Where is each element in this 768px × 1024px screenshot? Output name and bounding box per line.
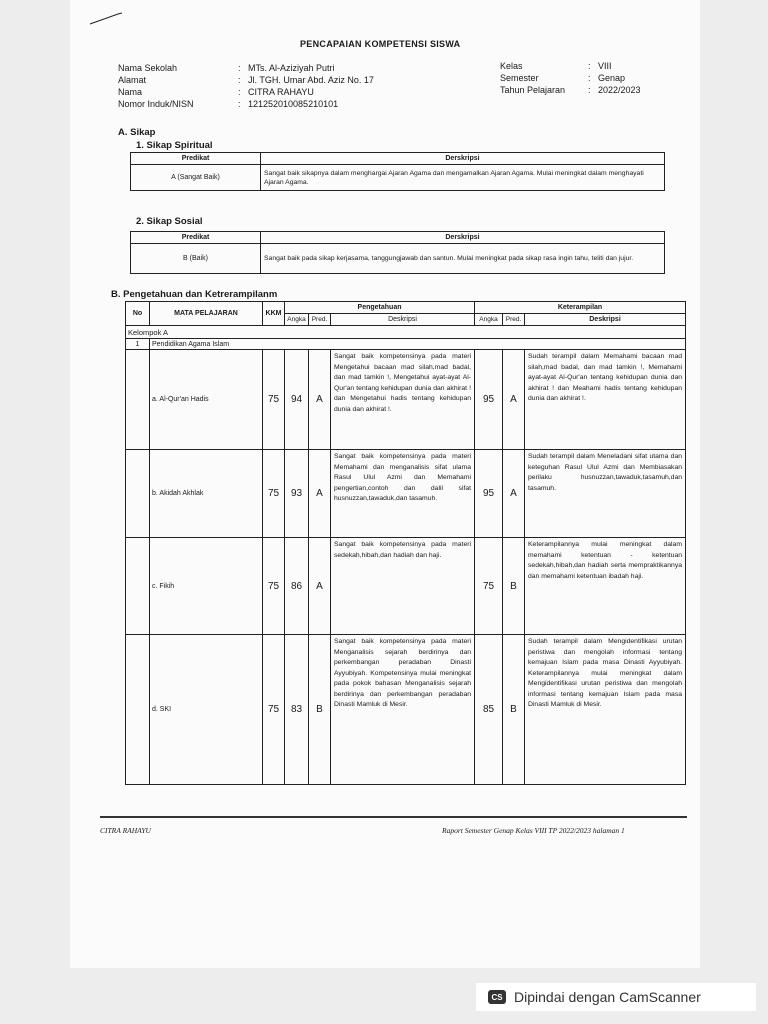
colon: :: [588, 73, 591, 83]
no-header: No: [126, 302, 150, 326]
info-colons-right: [588, 60, 591, 96]
k-pred-header: Pred.: [503, 314, 525, 326]
k-pred: B: [503, 635, 525, 785]
kkm-header: KKM: [263, 302, 285, 326]
deskripsi-header: Derskripsi: [261, 153, 665, 165]
subject-name: c. Fikih: [150, 538, 263, 635]
p-pred: A: [309, 350, 331, 450]
colon: :: [238, 99, 241, 109]
p-deskripsi-header: Deskripsi: [331, 314, 475, 326]
address: Jl. TGH. Umar Abd. Aziz No. 17: [248, 75, 374, 85]
k-deskripsi-header: Deskripsi: [525, 314, 686, 326]
info-label: Nama Sekolah: [118, 63, 178, 73]
document-title: PENCAPAIAN KOMPETENSI SISWA: [300, 39, 461, 49]
student-nisn: 121252010085210101: [248, 99, 339, 109]
pengetahuan-header: Pengetahuan: [285, 302, 475, 314]
p-angka: 83: [285, 635, 309, 785]
k-angka: 95: [475, 350, 503, 450]
camscanner-logo-icon: CS: [488, 990, 506, 1004]
spiritual-heading: 1. Sikap Spiritual: [136, 140, 213, 151]
footer-divider: [100, 816, 687, 818]
sosial-table: [130, 231, 665, 274]
p-deskripsi: Sangat baik kompetensinya pada materi Mengetahui bacaan mad silah,mad badal, dan mad tamkin !, Mengetahui ayat-ayat Al-Qur'an tentang kehidupan dunia dan akhirat ! dan Mengetahui hadis tentang kehidupan dunia dan akhirat !.: [331, 350, 475, 450]
colon: :: [588, 85, 591, 95]
camscanner-text: Dipindai dengan CamScanner: [514, 989, 701, 1005]
p-angka-header: Angka: [285, 314, 309, 326]
keterampilan-header: Keterampilan: [475, 302, 686, 314]
p-pred: A: [309, 450, 331, 538]
kkm-value: 75: [263, 350, 285, 450]
k-pred: A: [503, 450, 525, 538]
k-deskripsi: Keterampilannya mulai meningkat dalam memahami ketentuan - ketentuan sedekah,hibah,dan hadiah serta mempraktikannya dan memahami ketentuan ibadah haji.: [525, 538, 686, 635]
kkm-value: 75: [263, 538, 285, 635]
subject-name: b. Akidah Akhlak: [150, 450, 263, 538]
group-name: Pendidikan Agama Islam: [150, 339, 686, 350]
info-values-right: [598, 60, 641, 96]
student-name: CITRA RAHAYU: [248, 87, 314, 97]
school-year-value: 2022/2023: [598, 85, 641, 95]
info-label: Nomor Induk/NISN: [118, 99, 194, 109]
k-deskripsi: Sudah terampil dalam Mengidentifikasi urutan peristiwa dan mengolah informasi tentang kemajuan Islam pada masa Dinasti Ayyubiyah. Keterampilannya mulai meningkat dalam Mengidentifikasi urutan peristiwa dan mengolah informasi tentang kemajuan Islam pada masa Dinasti Mamluk di Mesir.: [525, 635, 686, 785]
table-row: [126, 635, 686, 785]
info-values-left: [248, 62, 374, 110]
sosial-predikat: B (Baik): [131, 244, 261, 274]
footer-student-name: CITRA RAHAYU: [100, 826, 151, 835]
info-label: Kelas: [500, 61, 523, 71]
table-row: [126, 538, 686, 635]
p-deskripsi: Sangat baik kompetensinya pada materi Memahami dan menganalisis sifat ulama Rasul Ulul Azmi dan Memahami pengertian,contoh dan dalil sifat husnuzzan,tawaduk,dan tasamuh.: [331, 450, 475, 538]
k-pred: B: [503, 538, 525, 635]
p-deskripsi: Sangat baik kompetensinya pada materi sedekah,hibah,dan hadiah dan haji.: [331, 538, 475, 635]
p-angka: 86: [285, 538, 309, 635]
info-colons-left: [238, 62, 241, 110]
p-angka: 93: [285, 450, 309, 538]
info-label: Nama: [118, 87, 143, 97]
spiritual-predikat: A (Sangat Baik): [131, 165, 261, 191]
spiritual-table: [130, 152, 665, 191]
class-value: VIII: [598, 61, 612, 71]
p-pred: A: [309, 538, 331, 635]
k-angka: 75: [475, 538, 503, 635]
spiritual-deskripsi: Sangat baik sikapnya dalam menghargai Ajaran Agama dan mengamalkan Ajaran Agama. Mulai meningkat dalam menghayati Ajaran Agama.: [261, 165, 665, 191]
info-label: Tahun Pelajaran: [500, 85, 566, 95]
k-angka: 95: [475, 450, 503, 538]
section-b-heading: B. Pengetahuan dan Ketrerampilanm: [111, 289, 278, 300]
deskripsi-header: Derskripsi: [261, 232, 665, 244]
colon: :: [588, 61, 591, 71]
info-labels-right: [500, 60, 565, 96]
sosial-heading: 2. Sikap Sosial: [136, 216, 203, 227]
footer-page-info: Raport Semester Genap Kelas VIII TP 2022/2023 halaman 1: [442, 826, 625, 835]
kkm-value: 75: [263, 450, 285, 538]
k-deskripsi: Sudah terampil dalam Meneladani sifat utama dan keteguhan Rasul Ulul Azmi dan Membiasakan perilaku husnuzzan,tawaduk,tasamuh,dan tasamuh.: [525, 450, 686, 538]
semester-value: Genap: [598, 73, 626, 83]
k-pred: A: [503, 350, 525, 450]
colon: :: [238, 63, 241, 73]
p-deskripsi: Sangat baik kompetensinya pada materi Menganalisis sejarah berdirinya dan perkembangan peradaban Dinasti Ayyubiyah. Kompetensinya mulai meningkat pada pokok bahasan Menganalisis sejarah berdirinya dan perkembangan peradaban Dinasti Mamluk di Mesir.: [331, 635, 475, 785]
school-name: MTs. Al-Aziziyah Putri: [248, 63, 335, 73]
table-row: [126, 450, 686, 538]
pen-mark: [88, 8, 128, 28]
table-row: [126, 350, 686, 450]
predikat-header: Predikat: [131, 232, 261, 244]
subject-name: a. Al-Qur'an Hadis: [150, 350, 263, 450]
kelompok-label: Kelompok A: [126, 326, 686, 339]
k-angka: 85: [475, 635, 503, 785]
mapel-header: MATA PELAJARAN: [150, 302, 263, 326]
info-label: Semester: [500, 73, 539, 83]
kkm-value: 75: [263, 635, 285, 785]
k-angka-header: Angka: [475, 314, 503, 326]
predikat-header: Predikat: [131, 153, 261, 165]
subject-name: d. SKI: [150, 635, 263, 785]
info-label: Alamat: [118, 75, 147, 85]
info-labels-left: [118, 62, 194, 110]
grades-table: [125, 301, 686, 785]
p-angka: 94: [285, 350, 309, 450]
p-pred: B: [309, 635, 331, 785]
camscanner-watermark: [476, 983, 756, 1011]
p-pred-header: Pred.: [309, 314, 331, 326]
sosial-deskripsi: Sangat baik pada sikap kerjasama, tanggungjawab dan santun. Mulai meningkat pada sikap rasa ingin tahu, teliti dan jujur.: [261, 244, 665, 274]
colon: :: [238, 75, 241, 85]
section-a-heading: A. Sikap: [118, 127, 156, 138]
k-deskripsi: Sudah terampil dalam Memahami bacaan mad silah,mad badal, dan mad tamkin !, Memahami ayat-ayat Al-Qur'an tentang kehidupan dunia dan akhirat ! dan Meahami hadis tentang kehidupan dunia dan akhirat !.: [525, 350, 686, 450]
group-no: 1: [126, 339, 150, 350]
colon: :: [238, 87, 241, 97]
